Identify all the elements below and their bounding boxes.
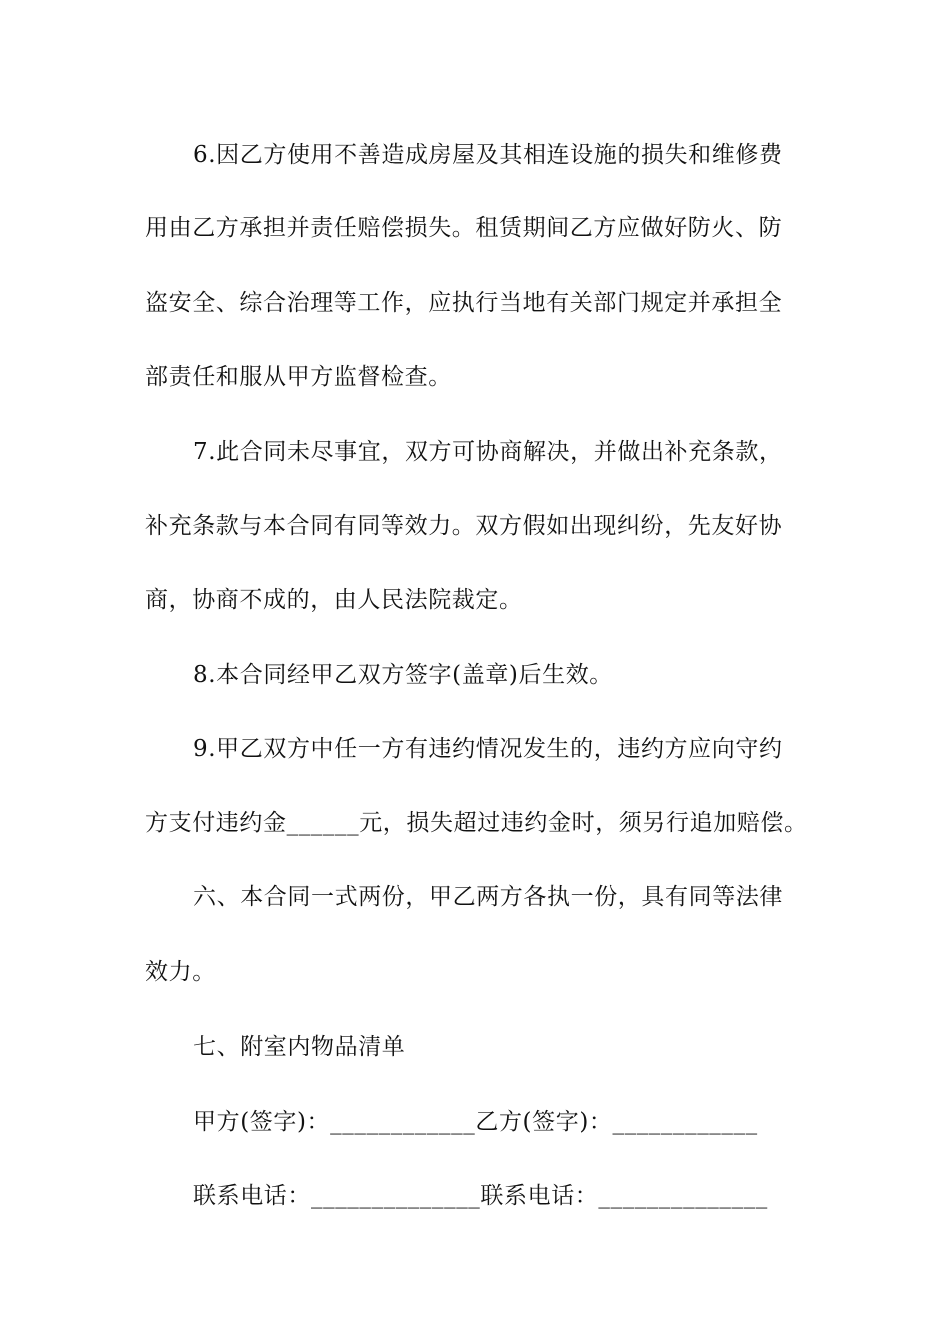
clause-6-line-1: 6.因乙方使用不善造成房屋及其相连设施的损失和维修费 (193, 142, 783, 168)
clause-8: 8.本合同经甲乙双方签字(盖章)后生效。 (193, 662, 613, 688)
clause-6-line-2: 用由乙方承担并责任赔偿损失。租赁期间乙方应做好防火、防 (145, 215, 783, 241)
signature-line: 甲方(签字)：____________乙方(签字)：____________ (193, 1109, 758, 1135)
clause-7-line-3: 商，协商不成的，由人民法院裁定。 (145, 587, 523, 613)
clause-9-line-2: 方支付违约金______元，损失超过违约金时，须另行追加赔偿。 (145, 810, 808, 836)
clause-6-line-4: 部责任和服从甲方监督检查。 (145, 364, 452, 390)
clause-7-line-2: 补充条款与本合同有同等效力。双方假如出现纠纷，先友好协 (145, 513, 783, 539)
section-6-line-2: 效力。 (145, 959, 216, 985)
section-7-heading: 七、附室内物品清单 (193, 1034, 406, 1060)
clause-6-line-3: 盗安全、综合治理等工作，应执行当地有关部门规定并承担全 (145, 290, 783, 316)
clause-7-line-1: 7.此合同未尽事宜，双方可协商解决，并做出补充条款， (193, 439, 783, 465)
phone-line: 联系电话：______________联系电话：______________ (193, 1183, 768, 1209)
section-6-line-1: 六、本合同一式两份，甲乙两方各执一份，具有同等法律 (193, 884, 783, 910)
clause-9-line-1: 9.甲乙双方中任一方有违约情况发生的，违约方应向守约 (193, 736, 783, 762)
